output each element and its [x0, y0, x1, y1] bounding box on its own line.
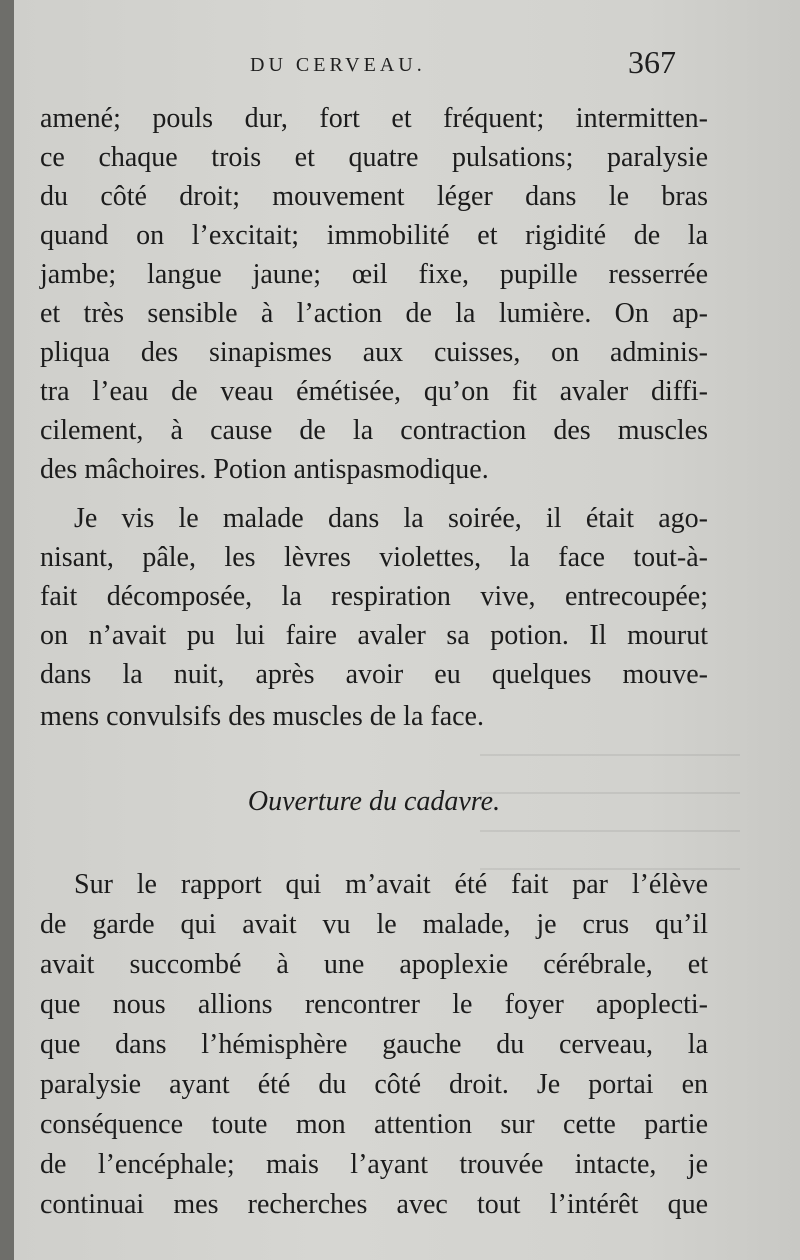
text-line: que nous allions rencontrer le foyer apoplecti-: [40, 989, 708, 1020]
text-line: Sur le rapport qui m’avait été fait par l’élève: [74, 869, 708, 900]
text-line: paralysie ayant été du côté droit. Je portai en: [40, 1069, 708, 1100]
running-head: DU CERVEAU.: [250, 54, 426, 76]
text-line: que dans l’hémisphère gauche du cerveau, la: [40, 1029, 708, 1060]
text-line: conséquence toute mon attention sur cette partie: [40, 1109, 708, 1140]
text-line: du côté droit; mouvement léger dans le bras: [40, 181, 708, 212]
text-line: fait décomposée, la respiration vive, entrecoupée;: [40, 581, 708, 612]
text-line: jambe; langue jaune; œil fixe, pupille resserrée: [40, 259, 708, 290]
text-line: ce chaque trois et quatre pulsations; paralysie: [40, 142, 708, 173]
page-number: 367: [628, 44, 676, 80]
text-line: pliqua des sinapismes aux cuisses, on adminis-: [40, 337, 708, 368]
text-line: quand on l’excitait; immobilité et rigidité de la: [40, 220, 708, 251]
text-line: de garde qui avait vu le malade, je crus qu’il: [40, 909, 708, 940]
text-line: dans la nuit, après avoir eu quelques mouve-: [40, 659, 708, 690]
text-line: continuai mes recherches avec tout l’intérêt que: [40, 1189, 708, 1220]
text-line: tra l’eau de veau émétisée, qu’on fit avaler diffi-: [40, 376, 708, 407]
book-page: [14, 0, 800, 1260]
text-line: Je vis le malade dans la soirée, il était ago-: [74, 503, 708, 534]
text-line: amené; pouls dur, fort et fréquent; intermitten-: [40, 103, 708, 134]
page-header: [14, 44, 800, 90]
text-line: mens convulsifs des muscles de la face.: [40, 701, 484, 732]
text-line: et très sensible à l’action de la lumière. On ap-: [40, 298, 708, 329]
section-title: Ouverture du cadavre.: [247, 786, 501, 817]
text-line: de l’encéphale; mais l’ayant trouvée intacte, je: [40, 1149, 708, 1180]
text-line: on n’avait pu lui faire avaler sa potion. Il mourut: [40, 620, 708, 651]
text-line: des mâchoires. Potion antispasmodique.: [40, 454, 489, 485]
scan-left-edge: [0, 0, 14, 1260]
text-line: avait succombé à une apoplexie cérébrale, et: [40, 949, 708, 980]
text-line: cilement, à cause de la contraction des muscles: [40, 415, 708, 446]
text-line: nisant, pâle, les lèvres violettes, la face tout-à-: [40, 542, 708, 573]
